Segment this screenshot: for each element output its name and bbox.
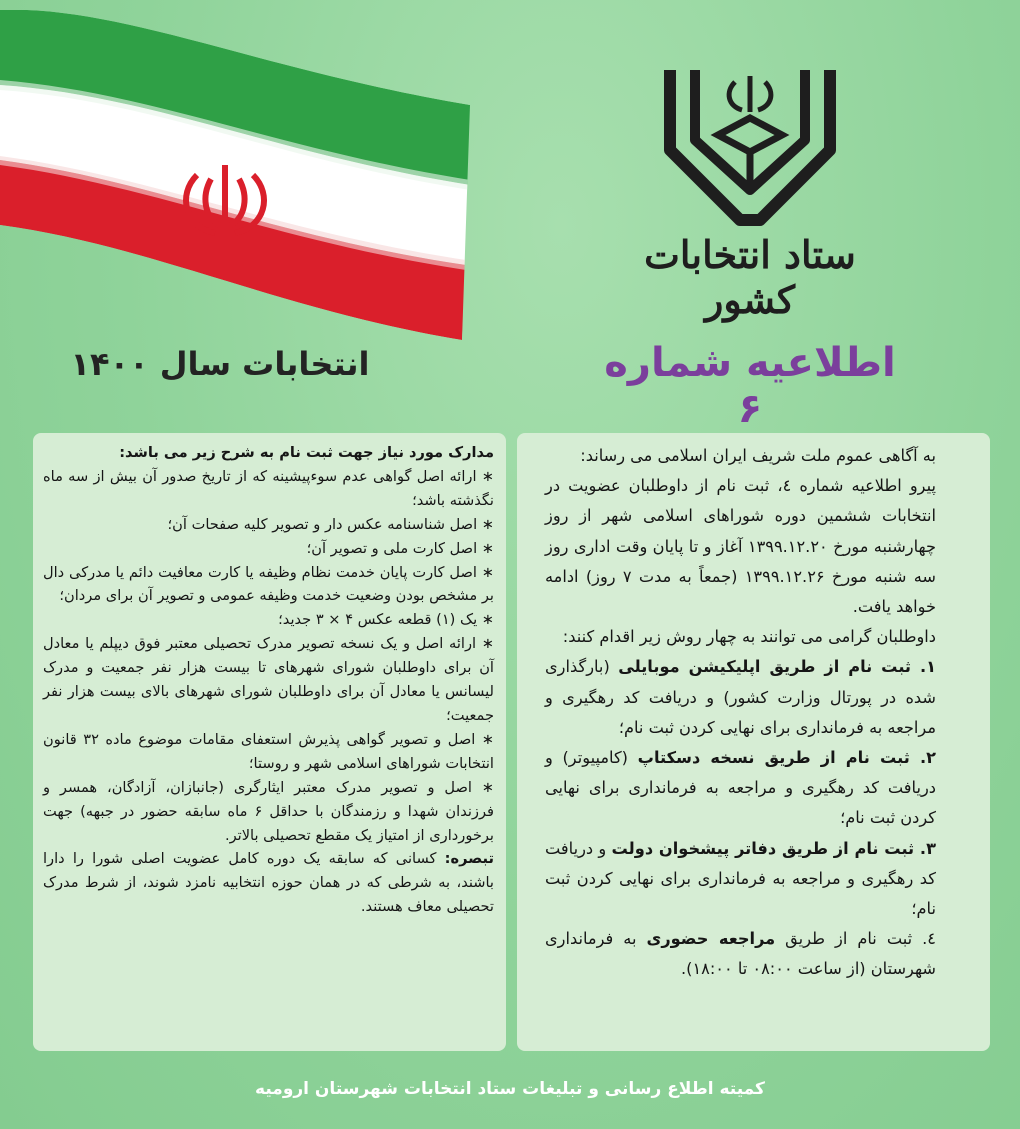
announcement-panel [517, 433, 990, 1051]
iran-flag [0, 10, 480, 340]
document-item: ∗ اصل کارت پایان خدمت نظام وظیفه یا کارت معافیت دائم یا مدرکی دال بر مشخص بودن وضعیت خدمت وظیفه عمومی و تصویر آن برای مردان؛ [43, 563, 494, 605]
emblem-icon [729, 76, 771, 112]
note-text: کسانی که سابقه یک دوره کامل عضویت اصلی شورا را دارا باشند، به شرطی که در همان حوزه انتخابیه نامزد شوند، از شرط مدرک تحصیلی معاف هستند. [43, 850, 494, 916]
required-documents-panel [33, 433, 506, 1051]
election-year-title: انتخابات سال ۱۴۰۰ [70, 345, 370, 383]
announcement-title: اطلاعیه شماره ۶ [604, 340, 896, 432]
document-item: ∗ اصل کارت ملی و تصویر آن؛ [306, 539, 494, 557]
document-item: ∗ ارائه اصل و یک نسخه تصویر مدرک تحصیلی معتبر فوق دیپلم یا معادل آن برای داوطلبان شورای شهرهای تا بیست هزار نفر جمعیت و مدرک لیسانس یا معادل آن برای داوطلبان شورای شهرهای بالای بیست هزار نفر جمعیت؛ [43, 635, 494, 724]
document-item: ∗ ارائه اصل گواهی عدم سوءپیشینه که از تاریخ صدور آن بیش از سه ماه نگذشته باشد؛ [43, 467, 494, 509]
logo-text: ستاد انتخابات کشور [644, 232, 856, 322]
document-item: ∗ اصل شناسنامه عکس دار و تصویر کلیه صفحات آن؛ [167, 515, 494, 533]
document-item: ∗ اصل و تصویر مدرک معتبر ایثارگری (جانبازان، آزادگان، همسر و فرزندان شهدا و رزمندگان با حداقل ۶ ماه سابقه حضور در جبهه) جهت برخورداری از امتیاز یک مقطع تحصیلی بالاتر. [43, 778, 495, 844]
note-label: تبصره: [444, 850, 494, 868]
intro-paragraph: به آگاهی عموم ملت شریف ایران اسلامی می رساند: [580, 446, 936, 465]
method-item: ۱. ثبت نام از طریق اپلیکیشن موبایلی (بارگذاری شده در پورتال وزارت کشور) و دریافت کد رهگیری و مراجعه به فرمانداری برای نهایی کردن ثبت نام؛ [545, 657, 937, 737]
registration-paragraph: پیرو اطلاعیه شماره ٤، ثبت نام از داوطلبان عضویت در انتخابات ششمین دوره شوراهای اسلامی شهر از روز چهارشنبه مورخ ۱۳۹۹.۱۲.۲۰ آغاز و تا پایان وقت اداری روز سه شنبه مورخ ۱۳۹۹.۱۲.۲۶ (جمعاً به مدت ۷ روز) ادامه خواهد یافت. [545, 476, 936, 617]
method-item: ۳. ثبت نام از طریق دفاتر پیشخوان دولت و دریافت کد رهگیری و مراجعه به فرمانداری برای نهایی کردن ثبت نام؛ [545, 838, 936, 919]
document-item: ∗ اصل و تصویر گواهی پذیرش استعفای مقامات موضوع ماده ۳۲ قانون انتخابات شوراهای اسلامی شهر و روستا؛ [43, 730, 494, 772]
footer-credit: کمیته اطلاع رسانی و تبلیغات ستاد انتخابات شهرستان ارومیه [255, 1079, 765, 1099]
document-item: ∗ یک (۱) قطعه عکس ۴ × ۳ جدید؛ [278, 611, 494, 629]
method-item: ٤. ثبت نام از طریق مراجعه حضوری به فرمانداری شهرستان (از ساعت ۰۸:۰۰ تا ۱۸:۰۰). [545, 929, 936, 979]
documents-heading: مدارک مورد نیاز جهت ثبت نام به شرح زیر می باشد: [119, 444, 494, 461]
methods-intro: داوطلبان گرامی می توانند به چهار روش زیر اقدام کنند: [562, 627, 936, 647]
note [43, 847, 494, 919]
method-item: ۲. ثبت نام از طریق نسخه دسکتاپ (کامپیوتر) و دریافت کد رهگیری و مراجعه به فرمانداری برای نهایی کردن ثبت نام؛ [545, 748, 936, 828]
